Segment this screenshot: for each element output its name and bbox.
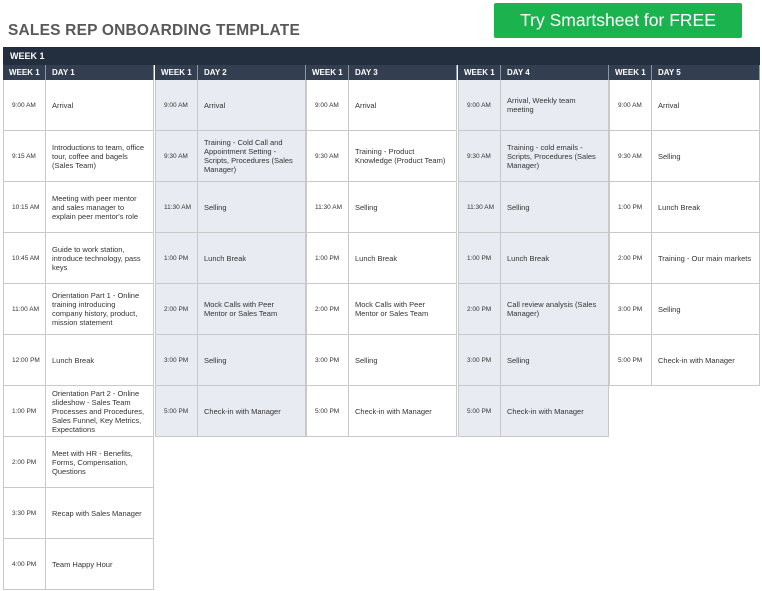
activity-cell[interactable]: Meet with HR - Benefits, Forms, Compensation, Questions	[46, 437, 154, 488]
day-header	[306, 65, 457, 80]
day-header	[458, 65, 609, 80]
activity-cell[interactable]: Arrival, Weekly team meeting	[501, 80, 609, 131]
schedule-row	[609, 335, 760, 386]
activity-cell[interactable]: Introductions to team, office tour, coffee and bagels (Sales Team)	[46, 131, 154, 182]
time-cell[interactable]: 11:30 AM	[458, 182, 501, 233]
activity-cell[interactable]: Arrival	[349, 80, 457, 131]
schedule-row	[458, 131, 609, 182]
week-column-header: WEEK 1	[458, 65, 501, 80]
time-cell[interactable]: 9:00 AM	[3, 80, 46, 131]
schedule-row	[306, 233, 457, 284]
schedule-row	[3, 488, 154, 539]
time-cell[interactable]: 9:00 AM	[155, 80, 198, 131]
time-cell[interactable]: 1:00 PM	[306, 233, 349, 284]
activity-cell[interactable]: Call review analysis (Sales Manager)	[501, 284, 609, 335]
day-column-header: DAY 1	[46, 65, 154, 80]
time-cell[interactable]: 9:00 AM	[458, 80, 501, 131]
time-cell[interactable]: 3:00 PM	[609, 284, 652, 335]
schedule-row	[155, 335, 306, 386]
time-cell[interactable]: 4:00 PM	[3, 539, 46, 590]
activity-cell[interactable]: Check-in with Manager	[198, 386, 306, 437]
time-cell[interactable]: 10:45 AM	[3, 233, 46, 284]
time-cell[interactable]: 3:30 PM	[3, 488, 46, 539]
day-column-header: DAY 3	[349, 65, 457, 80]
day-column-3	[306, 65, 457, 437]
schedule-row	[306, 80, 457, 131]
activity-cell[interactable]: Arrival	[46, 80, 154, 131]
week-column-header: WEEK 1	[155, 65, 198, 80]
time-cell[interactable]: 11:30 AM	[155, 182, 198, 233]
time-cell[interactable]: 9:30 AM	[458, 131, 501, 182]
time-cell[interactable]: 9:30 AM	[155, 131, 198, 182]
schedule-row	[3, 386, 154, 437]
time-cell[interactable]: 1:00 PM	[609, 182, 652, 233]
activity-cell[interactable]: Lunch Break	[46, 335, 154, 386]
activity-cell[interactable]: Mock Calls with Peer Mentor or Sales Team	[198, 284, 306, 335]
schedule-row	[609, 131, 760, 182]
time-cell[interactable]: 3:00 PM	[458, 335, 501, 386]
schedule-row	[155, 80, 306, 131]
activity-cell[interactable]: Lunch Break	[198, 233, 306, 284]
activity-cell[interactable]: Team Happy Hour	[46, 539, 154, 590]
activity-cell[interactable]: Selling	[652, 284, 760, 335]
time-cell[interactable]: 2:00 PM	[306, 284, 349, 335]
activity-cell[interactable]: Selling	[198, 182, 306, 233]
schedule-row	[306, 284, 457, 335]
activity-cell[interactable]: Check-in with Manager	[501, 386, 609, 437]
schedule-row	[306, 386, 457, 437]
schedule-row	[458, 335, 609, 386]
time-cell[interactable]: 12:00 PM	[3, 335, 46, 386]
schedule-row	[155, 131, 306, 182]
time-cell[interactable]: 5:00 PM	[306, 386, 349, 437]
activity-cell[interactable]: Lunch Break	[501, 233, 609, 284]
day-column-header: DAY 4	[501, 65, 609, 80]
schedule-row	[458, 182, 609, 233]
time-cell[interactable]: 9:30 AM	[306, 131, 349, 182]
schedule-row	[458, 284, 609, 335]
time-cell[interactable]: 9:15 AM	[3, 131, 46, 182]
time-cell[interactable]: 11:00 AM	[3, 284, 46, 335]
try-smartsheet-button[interactable]: Try Smartsheet for FREE	[494, 3, 742, 38]
schedule-row	[3, 182, 154, 233]
schedule-row	[609, 233, 760, 284]
schedule-row	[458, 80, 609, 131]
schedule-row	[458, 386, 609, 437]
time-cell[interactable]: 3:00 PM	[155, 335, 198, 386]
schedule-row	[3, 284, 154, 335]
day-header	[155, 65, 306, 80]
activity-cell[interactable]: Training - cold emails - Scripts, Procedures (Sales Manager)	[501, 131, 609, 182]
time-cell[interactable]: 11:30 AM	[306, 182, 349, 233]
schedule-row	[155, 386, 306, 437]
day-column-1	[3, 65, 154, 590]
activity-cell[interactable]: Selling	[501, 182, 609, 233]
activity-cell[interactable]: Lunch Break	[349, 233, 457, 284]
time-cell[interactable]: 9:30 AM	[609, 131, 652, 182]
activity-cell[interactable]: Meeting with peer mentor and sales manager to explain peer mentor's role	[46, 182, 154, 233]
time-cell[interactable]: 9:00 AM	[609, 80, 652, 131]
schedule-row	[3, 80, 154, 131]
time-cell[interactable]: 9:00 AM	[306, 80, 349, 131]
week-column-header: WEEK 1	[306, 65, 349, 80]
time-cell[interactable]: 2:00 PM	[609, 233, 652, 284]
activity-cell[interactable]: Arrival	[198, 80, 306, 131]
page-title: SALES REP ONBOARDING TEMPLATE	[8, 22, 300, 39]
time-cell[interactable]: 2:00 PM	[155, 284, 198, 335]
schedule-row	[458, 233, 609, 284]
schedule-row	[609, 284, 760, 335]
time-cell[interactable]: 2:00 PM	[3, 437, 46, 488]
activity-cell[interactable]: Training - Our main markets	[652, 233, 760, 284]
activity-cell[interactable]: Check-in with Manager	[652, 335, 760, 386]
activity-cell[interactable]: Mock Calls with Peer Mentor or Sales Team	[349, 284, 457, 335]
activity-cell[interactable]: Selling	[349, 182, 457, 233]
day-column-header: DAY 5	[652, 65, 760, 80]
schedule-row	[609, 80, 760, 131]
activity-cell[interactable]: Training - Cold Call and Appointment Setting - Scripts, Procedures (Sales Manager)	[198, 131, 306, 182]
time-cell[interactable]: 10:15 AM	[3, 182, 46, 233]
schedule-row	[155, 233, 306, 284]
week-column-header: WEEK 1	[3, 65, 46, 80]
time-cell[interactable]: 1:00 PM	[155, 233, 198, 284]
schedule-row	[3, 539, 154, 590]
week-column-header: WEEK 1	[609, 65, 652, 80]
activity-cell[interactable]: Guide to work station, introduce technology, pass keys	[46, 233, 154, 284]
activity-cell[interactable]: Orientation Part 2 - Online slideshow - Sales Team Processes and Procedures, Sales Funnel, Key Metrics, Expectations	[46, 386, 154, 437]
activity-cell[interactable]: Lunch Break	[652, 182, 760, 233]
time-cell[interactable]: 3:00 PM	[306, 335, 349, 386]
time-cell[interactable]: 1:00 PM	[458, 233, 501, 284]
activity-cell[interactable]: Arrival	[652, 80, 760, 131]
day-column-4	[458, 65, 609, 437]
schedule-row	[306, 131, 457, 182]
schedule-row	[3, 437, 154, 488]
day-column-header: DAY 2	[198, 65, 306, 80]
day-column-5	[609, 65, 760, 386]
activity-cell[interactable]: Orientation Part 1 - Online training introducing company history, product, mission statement	[46, 284, 154, 335]
week-banner: WEEK 1	[3, 47, 760, 65]
schedule-row	[3, 233, 154, 284]
time-cell[interactable]: 5:00 PM	[458, 386, 501, 437]
activity-cell[interactable]: Check-in with Manager	[349, 386, 457, 437]
time-cell[interactable]: 2:00 PM	[458, 284, 501, 335]
day-header	[609, 65, 760, 80]
activity-cell[interactable]: Selling	[349, 335, 457, 386]
schedule-row	[306, 182, 457, 233]
activity-cell[interactable]: Recap with Sales Manager	[46, 488, 154, 539]
schedule-row	[3, 335, 154, 386]
time-cell[interactable]: 5:00 PM	[609, 335, 652, 386]
time-cell[interactable]: 5:00 PM	[155, 386, 198, 437]
schedule-row	[3, 131, 154, 182]
activity-cell[interactable]: Selling	[652, 131, 760, 182]
time-cell[interactable]: 1:00 PM	[3, 386, 46, 437]
activity-cell[interactable]: Selling	[501, 335, 609, 386]
schedule-row	[306, 335, 457, 386]
day-column-2	[155, 65, 306, 437]
activity-cell[interactable]: Selling	[198, 335, 306, 386]
schedule-row	[609, 182, 760, 233]
schedule-row	[155, 182, 306, 233]
schedule-row	[155, 284, 306, 335]
day-header	[3, 65, 154, 80]
activity-cell[interactable]: Training - Product Knowledge (Product Team)	[349, 131, 457, 182]
